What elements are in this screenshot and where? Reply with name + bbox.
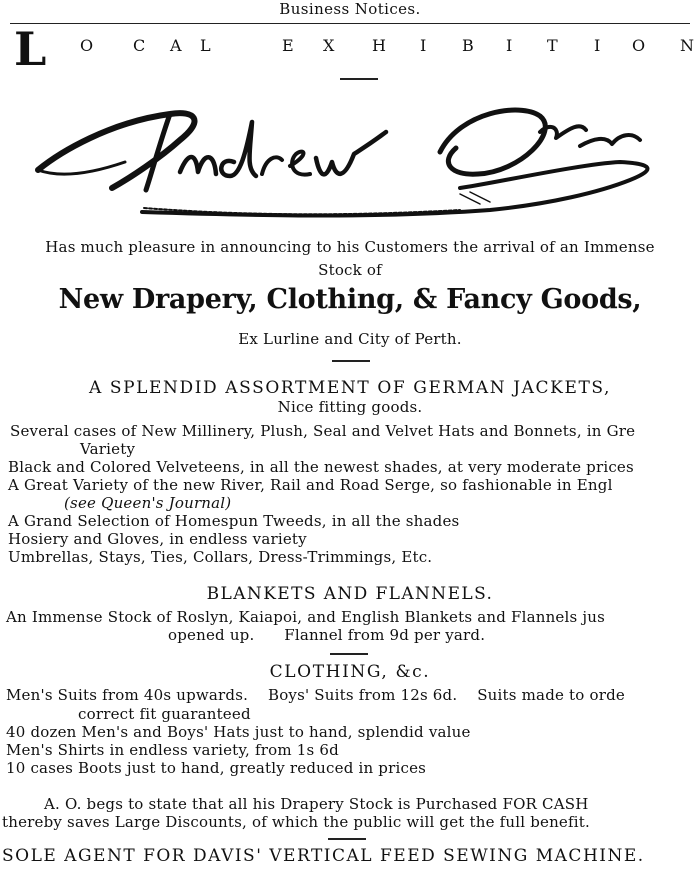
stock-source: Ex Lurline and City of Perth.: [238, 330, 462, 348]
divider: [328, 838, 366, 840]
list-item: An Immense Stock of Roslyn, Kaiapoi, and English Blankets and Flannels jus: [6, 608, 605, 626]
sole-agent-notice: SOLE AGENT FOR DAVIS' VERTICAL FEED SEWING MACHINE.: [2, 846, 645, 866]
exhibition-title: O C A L E X H I B I T I O N: [80, 36, 694, 55]
closing-line: A. O. begs to state that all his Drapery Stock is Purchased FOR CASH: [44, 795, 589, 813]
list-item: Men's Suits from 40s upwards. Boys' Suits from 12s 6d. Suits made to orde: [6, 686, 625, 704]
section-title: Business Notices.: [279, 0, 421, 18]
jackets-subheading: Nice fitting goods.: [277, 398, 423, 416]
list-item: Variety: [80, 440, 136, 458]
list-item: Men's Shirts in endless variety, from 1s 6d: [6, 741, 339, 759]
list-item: opened up. Flannel from 9d per yard.: [168, 626, 486, 644]
list-item: 10 cases Boots just to hand, greatly reduced in prices: [6, 759, 427, 777]
drop-cap: L: [14, 22, 47, 76]
intro-line: Has much pleasure in announcing to his Customers the arrival of an Immense: [45, 238, 655, 256]
list-item: correct fit guaranteed: [78, 705, 251, 723]
headline: New Drapery, Clothing, & Fancy Goods,: [58, 284, 642, 315]
jackets-heading: A SPLENDID ASSORTMENT OF GERMAN JACKETS,: [88, 378, 612, 398]
list-item: 40 dozen Men's and Boys' Hats just to hand, splendid value: [6, 723, 471, 741]
list-item: Hosiery and Gloves, in endless variety: [8, 530, 307, 548]
signature-andrew-orr: [20, 92, 680, 232]
list-item: Several cases of New Millinery, Plush, Seal and Velvet Hats and Bonnets, in Gre: [10, 422, 636, 440]
divider: [340, 78, 378, 80]
list-item: A Great Variety of the new River, Rail and Road Serge, so fashionable in Engl: [8, 476, 613, 494]
divider: [330, 653, 368, 655]
list-item: Umbrellas, Stays, Ties, Collars, Dress-Trimmings, Etc.: [8, 548, 433, 566]
top-rule: [10, 23, 690, 24]
intro-line: Stock of: [318, 261, 382, 279]
closing-line: thereby saves Large Discounts, of which the public will get the full benefit.: [2, 813, 590, 831]
divider: [332, 360, 370, 362]
list-item: (see Queen's Journal): [64, 494, 232, 512]
list-item: A Grand Selection of Homespun Tweeds, in all the shades: [8, 512, 460, 530]
list-item: Black and Colored Velveteens, in all the newest shades, at very moderate prices: [8, 458, 634, 476]
clothing-heading: CLOTHING, &c.: [269, 662, 431, 682]
blankets-heading: BLANKETS AND FLANNELS.: [206, 584, 494, 604]
